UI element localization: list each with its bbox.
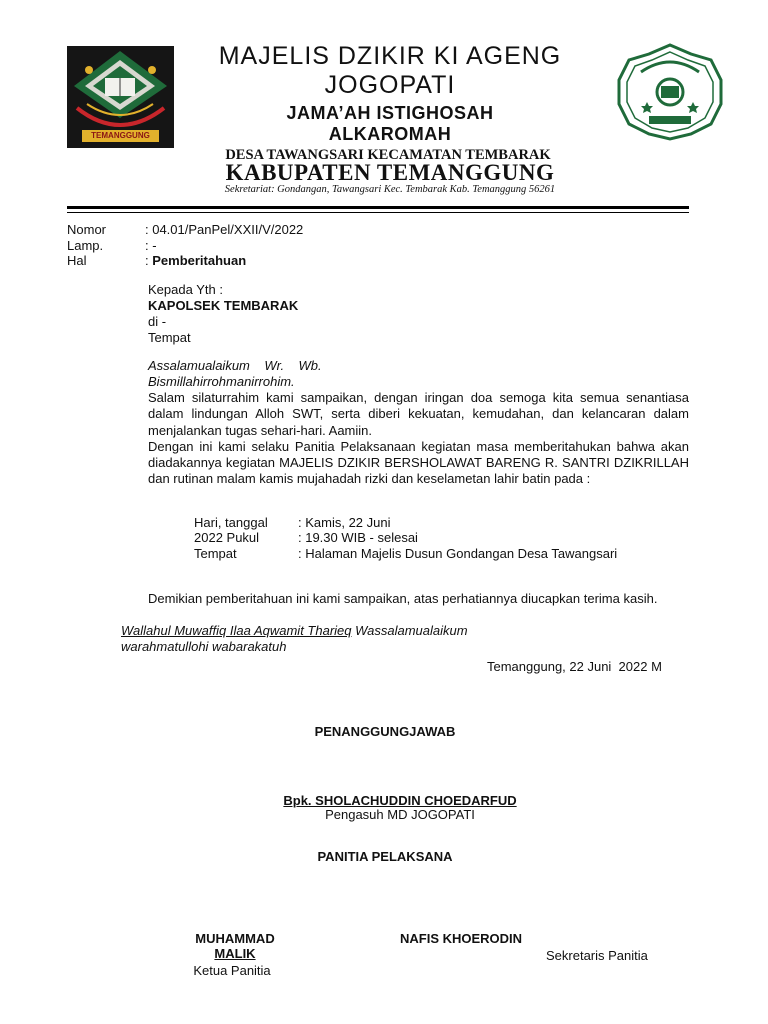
paragraph-salam: Salam silaturrahim kami sampaikan, dengan iringan doa semoga kita semua senantiasa dalam lindungan Alloh SWT, serta diberi kekuatan, kemudahan, dan kelancaran dalam menjalankan tugas sehari-hari. Aamiin.	[148, 390, 689, 438]
schedule-value-3: : Halaman Majelis Dusun Gondangan Desa Tawangsari	[298, 546, 618, 561]
hal-text: Pemberitahuan	[152, 253, 247, 268]
bismillah: Bismillahirrohmanirrohim.	[148, 374, 295, 389]
org-title	[180, 42, 600, 100]
ketua-name-line1: MUHAMMAD	[195, 931, 275, 946]
hal-label: Hal	[67, 253, 87, 268]
sub-title	[240, 103, 540, 145]
paragraph-notice: Dengan ini kami selaku Panitia Pelaksanaan kegiatan masa memberitahukan bahwa akan diadakannya kegiatan MAJELIS DZIKIR BERSHOLAWAT BARENG R. SANTRI DZIKRILLAH dan rutinan malam kamis mujahadah rizki dan keselametan lahir batin pada :	[148, 438, 689, 487]
sekretariat-line: Sekretariat: Gondangan, Tawangsari Kec. Tembarak Kab. Temanggung 56261	[224, 184, 556, 195]
logo-banner-text: TEMANGGUNG	[91, 131, 150, 140]
sub-title-line1: JAMA’AH ISTIGHOSAH	[286, 103, 494, 123]
schedule-label-1: Hari, tanggal	[194, 515, 268, 530]
closing-demikian: Demikian pemberitahuan ini kami sampaikan, atas perhatiannya diucapkan terima kasih.	[148, 591, 658, 606]
lamp-value: : -	[145, 238, 157, 253]
closing-wassalam: Wassalamualaikum	[351, 623, 468, 638]
place-date: Temanggung, 22 Juni 2022 M	[487, 659, 662, 674]
header-rule-thick	[67, 206, 689, 209]
hal-value	[145, 253, 246, 269]
recipient-di: di -	[148, 314, 167, 329]
lamp-label: Lamp.	[67, 238, 104, 253]
org-title-line1: MAJELIS DZIKIR KI AGENG	[218, 42, 562, 70]
recipient-tempat: Tempat	[148, 330, 191, 345]
schedule-label-2: 2022 Pukul	[194, 530, 260, 545]
sekre-role: Sekretaris Panitia	[546, 948, 648, 963]
hal-colon: :	[145, 253, 153, 268]
alkaromah-logo	[611, 42, 729, 142]
nomor-label: Nomor	[67, 222, 107, 237]
schedule-value-1: : Kamis, 22 Juni	[298, 515, 391, 530]
ketua-role: Ketua Panitia	[193, 963, 271, 978]
recipient-name: KAPOLSEK TEMBARAK	[148, 298, 299, 313]
ketua-name-line2: MALIK	[214, 946, 256, 961]
closing-warahmat: warahmatullohi wabarakatuh	[121, 639, 287, 654]
schedule-value-2: : 19.30 WIB - selesai	[298, 530, 418, 545]
header-rule-thin	[67, 212, 689, 213]
kabupaten-line: KABUPATEN TEMANGGUNG	[225, 160, 555, 185]
desa-line: DESA TAWANGSARI KECAMATAN TEMBARAK	[225, 147, 551, 163]
schedule-label-3: Tempat	[194, 546, 237, 561]
sub-title-line2: ALKAROMAH	[328, 124, 452, 144]
org-title-line2: JOGOPATI	[324, 71, 456, 99]
closing-wallahul-line	[121, 623, 468, 639]
sekre-name: NAFIS KHOERODIN	[400, 931, 523, 946]
pj-name: Bpk. SHOLACHUDDIN CHOEDARFUD	[283, 793, 517, 808]
salam-open: Assalamualaikum Wr. Wb.	[148, 358, 322, 373]
body-paragraphs	[148, 390, 689, 488]
panitia-title: PANITIA PELAKSANA	[317, 849, 453, 864]
closing-wallahul: Wallahul Muwaffiq Ilaa Aqwamit Tharieq	[121, 623, 352, 638]
ketua-name	[165, 931, 305, 961]
kepada-line: Kepada Yth :	[148, 282, 223, 297]
majelis-logo	[67, 46, 174, 148]
pj-role: Pengasuh MD JOGOPATI	[325, 807, 475, 822]
pj-title: PENANGGUNGJAWAB	[314, 724, 456, 739]
nomor-value: : 04.01/PanPel/XXII/V/2022	[145, 222, 304, 237]
